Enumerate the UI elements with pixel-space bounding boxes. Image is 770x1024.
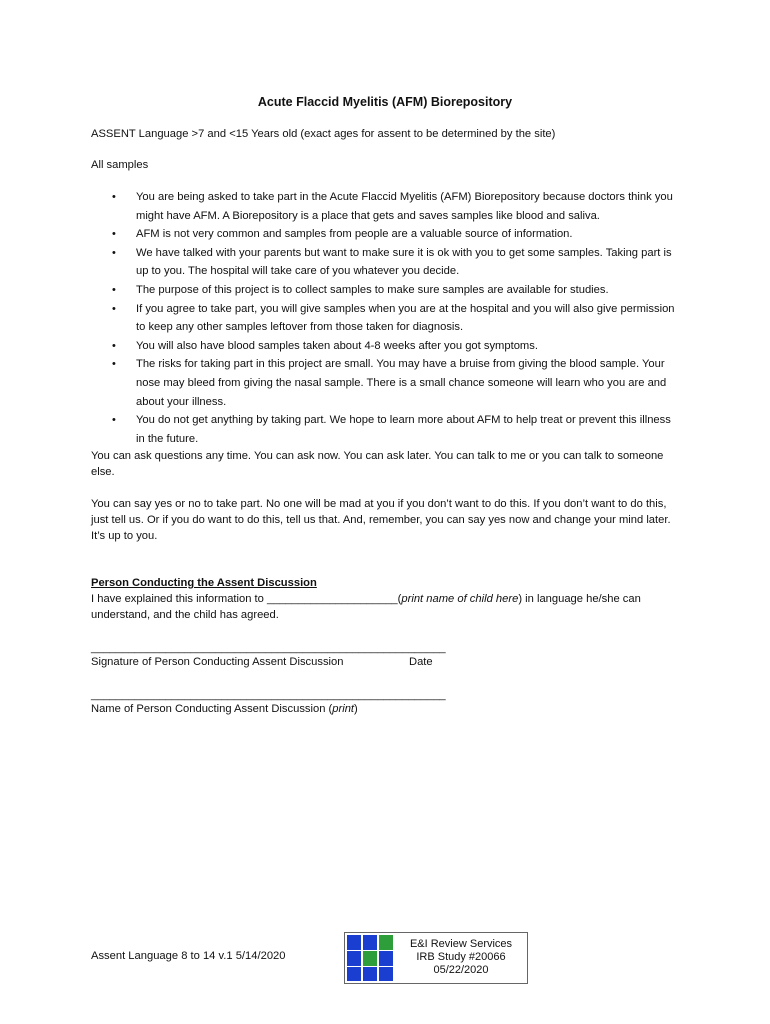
- signature-label: Signature of Person Conducting Assent Discussion: [91, 656, 344, 668]
- stamp-line-1: E&I Review Services: [409, 938, 513, 950]
- signature-line: _________________________________________________________: [91, 642, 446, 654]
- explained-text-end: ) in language he/she can understand, and the child has agreed.: [91, 593, 641, 621]
- page-title: Acute Flaccid Myelitis (AFM) Biorepository: [257, 95, 513, 109]
- list-item: • You are being asked to take part in the Acute Flaccid Myelitis (AFM) Biorepository because doctors think you might have AFM. A Biorepository is a place that gets and saves samples like blood and saliva.: [112, 188, 677, 225]
- list-item: • The risks for taking part in this project are small. You may have a bruise from giving the blood sample. Your nose may bleed from giving the nasal sample. There is a small chance someone will learn who you are and about your illness.: [112, 355, 677, 411]
- footer-version: Assent Language 8 to 14 v.1 5/14/2020: [91, 950, 286, 962]
- explained-statement: [91, 591, 681, 623]
- explained-text: I have explained this information to _____________________(: [91, 593, 402, 605]
- name-label-text: Name of Person Conducting Assent Discussion (: [91, 703, 333, 715]
- irb-stamp: [344, 932, 528, 984]
- explained-italic: print name of child here: [401, 593, 519, 605]
- stamp-text: [397, 938, 525, 977]
- irb-logo-icon: [347, 935, 393, 981]
- name-label-end: ): [354, 703, 358, 715]
- bullet-list: [112, 188, 677, 448]
- paragraph-questions: You can ask questions any time. You can ask now. You can ask later. You can talk to me or you can talk to someone else.: [91, 450, 664, 478]
- list-item: • AFM is not very common and samples from people are a valuable source of information.: [112, 225, 677, 244]
- date-label: Date: [409, 656, 433, 668]
- stamp-line-2: IRB Study #20066: [416, 951, 506, 963]
- name-label-italic: print: [332, 703, 355, 715]
- list-item: • The purpose of this project is to collect samples to make sure samples are available for studies.: [112, 281, 677, 300]
- name-label: [91, 701, 681, 717]
- paragraph-choice: You can say yes or no to take part. No one will be mad at you if you don’t want to do this. If you don’t want to do this, just tell us. Or if you do want to do this, tell us that. And, remember, you can say yes now and change your mind later. It’s up to you.: [91, 498, 671, 542]
- person-heading: Person Conducting the Assent Discussion: [91, 577, 317, 589]
- list-item: • You will also have blood samples taken about 4-8 weeks after you got symptoms.: [112, 337, 677, 356]
- subtitle: ASSENT Language >7 and <15 Years old (exact ages for assent to be determined by the site): [91, 128, 556, 140]
- name-line: _________________________________________________________: [91, 689, 446, 701]
- list-item: • You do not get anything by taking part. We hope to learn more about AFM to help treat or prevent this illness in the future.: [112, 411, 677, 448]
- section-heading: All samples: [91, 159, 149, 171]
- list-item: • We have talked with your parents but want to make sure it is ok with you to get some samples. Taking part is up to you. The hospital will take care of you whatever you decide.: [112, 244, 677, 281]
- stamp-line-3: 05/22/2020: [433, 964, 489, 976]
- list-item: • If you agree to take part, you will give samples when you are at the hospital and you will also give permission to keep any other samples leftover from those taken for diagnosis.: [112, 300, 677, 337]
